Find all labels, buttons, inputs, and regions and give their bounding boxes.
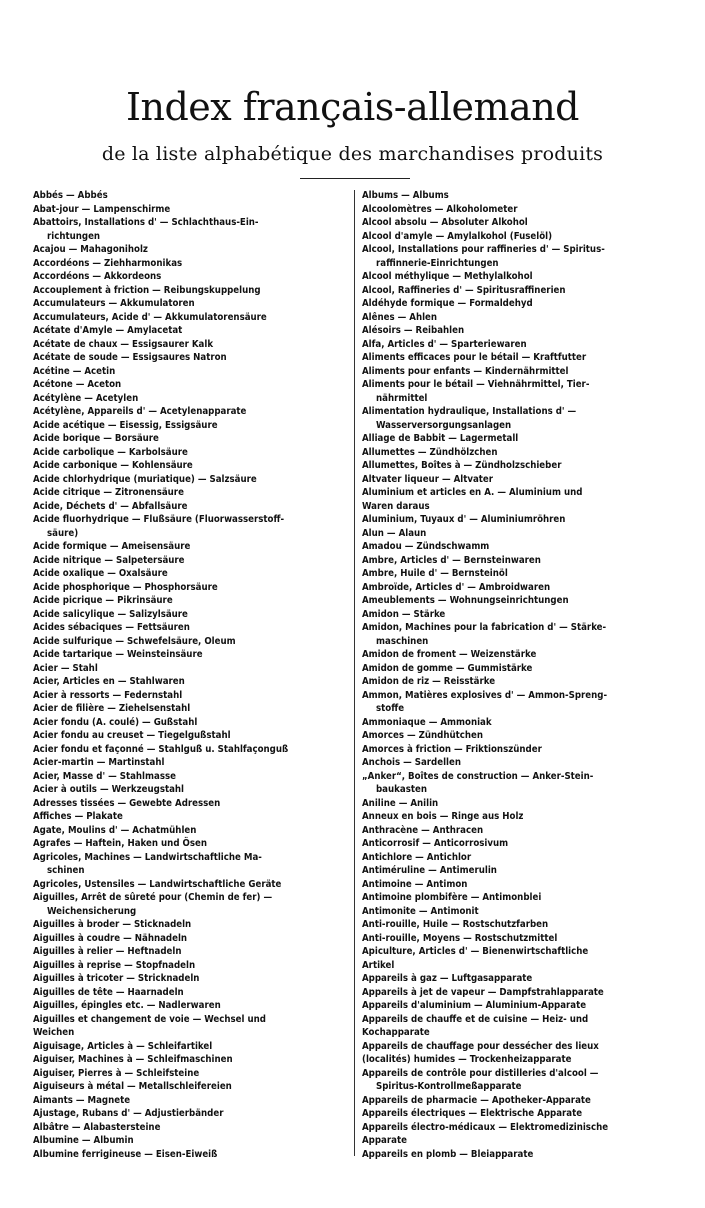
index-entry: Appareils en plomb — Bleiapparate (362, 1148, 534, 1160)
index-entry: Aiguilles de tête — Haarnadeln (33, 986, 184, 998)
index-entry: Acide carbonique — Kohlensäure (33, 460, 193, 471)
index-entry: Aiguilles, Arrêt de sûreté pour (Chemin de fer) — (33, 892, 273, 903)
index-entry: Aiguilles à relier — Heftnadeln (33, 946, 182, 957)
index-entry: Ambre, Huile d' — Bernsteinöl (362, 568, 508, 579)
index-entry: Acide acétique — Eisessig, Essigsäure (33, 419, 218, 431)
index-entry: Alimentation hydraulique, Installations d' — (362, 406, 577, 417)
index-entry: Amidon de riz — Reisstärke (362, 676, 496, 687)
index-entry: Alésoirs — Reibahlen (362, 325, 465, 336)
index-entry: Spiritus-Kontrollmeßapparate (376, 1081, 522, 1092)
index-entry: Ambre, Articles d' — Bernsteinwaren (362, 554, 541, 566)
index-entry: Acétylène, Appareils d' — Acetylenapparate (33, 406, 247, 417)
index-entry: säure) (47, 527, 79, 539)
index-entry: Acide sulfurique — Schwefelsäure, Oleum (33, 635, 236, 647)
index-entry: Anti-rouille, Moyens — Rostschutzmittel (362, 932, 558, 944)
index-entry: Acier fondu (A. coulé) — Gußstahl (33, 716, 198, 728)
index-entry: Aiguilles, épingles etc. — Nadlerwaren (33, 1000, 221, 1011)
index-entry: Alcool, Raffineries d' — Spiritusraffinerien (362, 284, 566, 296)
index-entry: Agricoles, Machines — Landwirtschaftliche Ma- (33, 851, 262, 863)
index-entry: Acide tartarique — Weinsteinsäure (33, 649, 203, 660)
index-entry: Appareils de contrôle pour distilleries d'alcool — (362, 1067, 599, 1079)
index-entry: Acide formique — Ameisensäure (33, 541, 191, 552)
index-entry: Antimonite — Antimonit (362, 905, 479, 917)
index-entry: Alliage de Babbit — Lagermetall (362, 433, 519, 444)
index-entry: Acier-martin — Martinstahl (33, 757, 165, 768)
index-entry: Antichlore — Antichlor (362, 851, 472, 863)
index-entry: Acétine — Acetin (33, 365, 116, 377)
index-entry: Acide nitrique — Salpetersäure (33, 554, 185, 566)
index-entry: Acide fluorhydrique — Flußsäure (Fluorwasserstoff- (33, 514, 285, 525)
index-entry: Acier, Articles en — Stahlwaren (33, 676, 185, 687)
index-entry: Accordéons — Akkordeons (33, 271, 162, 282)
index-entry: Accordéons — Ziehharmonikas (33, 257, 183, 269)
index-entry: Acide phosphorique — Phosphorsäure (33, 581, 218, 593)
index-entry: Acide salicylique — Salizylsäure (33, 608, 188, 620)
index-entry: Acétone — Aceton (33, 379, 122, 390)
index-entry: Acide borique — Borsäure (33, 433, 159, 444)
index-entry: Aiguilles à reprise — Stopfnadeln (33, 959, 196, 971)
index-entry: Affiches — Plakate (33, 811, 123, 822)
index-entry: Aluminium, Tuyaux d' — Aluminiumröhren (362, 514, 566, 525)
index-entry: Albums — Albums (362, 190, 449, 201)
index-entry: Artikel (362, 959, 395, 971)
index-entry: Antimoine — Antimon (362, 878, 468, 890)
index-entry: Ajustage, Rubans d' — Adjustierbänder (33, 1108, 224, 1119)
index-entry: Allumettes — Zündhölzchen (362, 446, 498, 458)
index-entry: baukasten (376, 784, 427, 795)
index-entry: schinen (47, 865, 85, 876)
index-entry: Aluminium et articles en A. — Aluminium und (362, 487, 583, 498)
index-entry: Anchois — Sardellen (362, 757, 461, 768)
index-entry: Aliments efficaces pour le bétail — Kraftfutter (362, 352, 587, 363)
index-entry: Aimants — Magnete (33, 1094, 131, 1106)
index-entry: Aiguilles à tricoter — Stricknadeln (33, 973, 200, 984)
index-entry: Appareils d'aluminium — Aluminium-Apparate (362, 1000, 587, 1011)
index-entry: Appareils de chauffe et de cuisine — Heiz- und (362, 1013, 589, 1025)
index-entry: Weichensicherung (47, 905, 137, 917)
index-entry: Accouplement à friction — Reibungskuppelung (33, 284, 261, 296)
index-entry: Acier — Stahl (33, 662, 98, 674)
index-entry: Alun — Alaun (362, 527, 427, 539)
index-entry: Anthracène — Anthracen (362, 824, 484, 836)
index-entry: Alcool méthylique — Methylalkohol (362, 271, 533, 282)
index-entry: Amidon de gomme — Gummistärke (362, 662, 533, 674)
index-entry: Acétate de chaux — Essigsaurer Kalk (33, 338, 214, 350)
index-entry: Ambroïde, Articles d' — Ambroidwaren (362, 581, 551, 593)
index-entry: maschinen (376, 635, 429, 647)
index-entry: Acier à outils — Werkzeugstahl (33, 784, 185, 795)
index-entry: Waren daraus (362, 500, 430, 512)
index-entry: Anneux en bois — Ringe aus Holz (362, 811, 524, 822)
index-entry: Kochapparate (362, 1027, 430, 1038)
index-entry: Appareils électro-médicaux — Elektromedizinische (362, 1121, 609, 1133)
index-entry: Acier fondu au creuset — Tiegelgußstahl (33, 730, 231, 741)
index-entry: Aiguiser, Machines à — Schleifmaschinen (33, 1054, 233, 1065)
index-entry: Abbés — Abbés (33, 190, 108, 201)
index-entry: Allumettes, Boîtes à — Zündholzschieber (362, 460, 562, 471)
index-entry: richtungen (47, 230, 101, 242)
index-entry: Agricoles, Ustensiles — Landwirtschaftliche Geräte (33, 878, 282, 890)
index-entry: Aldéhyde formique — Formaldehyd (362, 298, 533, 309)
index-entry: Acier fondu et façonné — Stahlguß u. Stahlfaçonguß (33, 743, 289, 755)
index-entry: Ameublements — Wohnungseinrichtungen (362, 595, 569, 606)
index-entry: Aiguilles et changement de voie — Wechsel und (33, 1013, 266, 1025)
index-entry: Amidon de froment — Weizenstärke (362, 649, 537, 660)
index-entry: Acide carbolique — Karbolsäure (33, 446, 188, 458)
index-entry: Acide oxalique — Oxalsäure (33, 568, 168, 579)
index-entry: Acide chlorhydrique (muriatique) — Salzsäure (33, 473, 257, 485)
index-entry: Accumulateurs — Akkumulatoren (33, 298, 195, 309)
index-entry: Alcool absolu — Absoluter Alkohol (362, 217, 528, 228)
index-entry: Ammon, Matières explosives d' — Ammon-Spreng- (362, 689, 608, 701)
index-entry: Anticorrosif — Anticorrosivum (362, 838, 509, 849)
index-entry: Amadou — Zündschwamm (362, 541, 490, 552)
index-entry: Alcoolomètres — Alkoholometer (362, 203, 518, 215)
index-entry: Aiguilles à broder — Sticknadeln (33, 919, 192, 930)
index-entry: Acides sébaciques — Fettsäuren (33, 622, 190, 633)
index-entry: Appareils électriques — Elektrische Apparate (362, 1108, 583, 1119)
index-entry: Acier, Masse d' — Stahlmasse (33, 770, 176, 782)
index-entry: Aniline — Anilin (362, 797, 439, 809)
index-entry: Aliments pour le bétail — Viehnährmittel, Tier- (362, 379, 590, 390)
index-entry: „Anker“, Boîtes de construction — Anker-Stein- (362, 770, 594, 782)
index-entry: Antimoine plombifère — Antimonblei (362, 892, 542, 903)
index-entry: Apiculture, Articles d' — Bienenwirtschaftliche (362, 946, 589, 957)
index-entry: Aiguiser, Pierres à — Schleifsteine (33, 1067, 200, 1079)
index-entry: stoffe (376, 703, 405, 714)
index-entry: Antiméruline — Antimerulin (362, 865, 497, 876)
index-entry: Accumulateurs, Acide d' — Akkumulatorensäure (33, 311, 267, 323)
index-entry: (localités) humides — Trockenheizapparate (362, 1054, 572, 1065)
index-entry: Appareils de pharmacie — Apotheker-Apparate (362, 1094, 591, 1106)
index-column-right (362, 189, 682, 1161)
index-entry: Aliments pour enfants — Kindernährmittel (362, 365, 569, 377)
index-entry: Apparate (362, 1135, 407, 1146)
index-entry: Aiguisage, Articles à — Schleifartikel (33, 1040, 213, 1052)
index-entry: nährmittel (376, 392, 428, 404)
index-entry: Abattoirs, Installations d' — Schlachthaus-Ein- (33, 217, 259, 228)
index-column-left (33, 189, 349, 1161)
page-title: Index français-allemand (125, 85, 580, 129)
index-entry: Wasserversorgungsanlagen (376, 419, 512, 431)
index-entry: Acide citrique — Zitronensäure (33, 487, 184, 498)
index-entry: Alfa, Articles d' — Sparteriewaren (362, 338, 527, 350)
index-entry: Acétate d'Amyle — Amylacetat (33, 325, 183, 336)
index-entry: Anti-rouille, Huile — Rostschutzfarben (362, 919, 549, 930)
index-entry: Acajou — Mahagoniholz (33, 244, 148, 255)
index-entry: Alcool d'amyle — Amylalkohol (Fuselöl) (362, 230, 553, 242)
index-entry: Acétate de soude — Essigsaures Natron (33, 352, 227, 363)
index-entry: Appareils à gaz — Luftgasapparate (362, 973, 533, 984)
index-entry: Acier à ressorts — Federnstahl (33, 689, 183, 701)
index-entry: Acier de filière — Ziehelsenstahl (33, 703, 191, 714)
index-entry: Appareils de chauffage pour dessécher des lieux (362, 1040, 599, 1052)
index-entry: Aiguilles à coudre — Nähnadeln (33, 932, 188, 944)
index-entry: Amorces à friction — Friktionszünder (362, 743, 542, 755)
index-entry: Acide picrique — Pikrinsäure (33, 595, 173, 606)
page-subtitle: de la liste alphabétique des marchandises produits (101, 143, 604, 165)
index-entry: Aiguiseurs à métal — Metallschleifereien (33, 1081, 232, 1092)
index-entry: Adresses tissées — Gewebte Adressen (33, 797, 221, 809)
index-entry: raffinnerie-Einrichtungen (376, 257, 499, 269)
column-divider (354, 190, 355, 1156)
index-entry: Acétylène — Acetylen (33, 392, 139, 404)
index-entry: Alênes — Ahlen (362, 311, 438, 323)
index-entry: Amidon — Stärke (362, 608, 446, 620)
title-rule (300, 178, 410, 179)
index-entry: Agrafes — Haftein, Haken und Ösen (33, 838, 207, 849)
index-entry: Appareils à jet de vapeur — Dampfstrahlapparate (362, 986, 604, 998)
index-entry: Amorces — Zündhütchen (362, 730, 484, 741)
index-entry: Altvater liqueur — Altvater (362, 473, 494, 485)
index-entry: Abat-jour — Lampenschirme (33, 203, 171, 215)
index-entry: Acide, Déchets d' — Abfallsäure (33, 500, 188, 512)
index-entry: Ammoniaque — Ammoniak (362, 716, 492, 728)
index-entry: Amidon, Machines pour la fabrication d' — Stärke- (362, 622, 607, 633)
index-entry: Albumine — Albumin (33, 1135, 134, 1146)
index-entry: Weichen (33, 1027, 75, 1038)
index-entry: Albumine ferrigineuse — Eisen-Eiweiß (33, 1148, 218, 1160)
index-entry: Alcool, Installations pour raffineries d' — Spiritus- (362, 244, 605, 255)
index-entry: Agate, Moulins d' — Achatmühlen (33, 824, 197, 836)
index-entry: Albâtre — Alabastersteine (33, 1121, 161, 1133)
